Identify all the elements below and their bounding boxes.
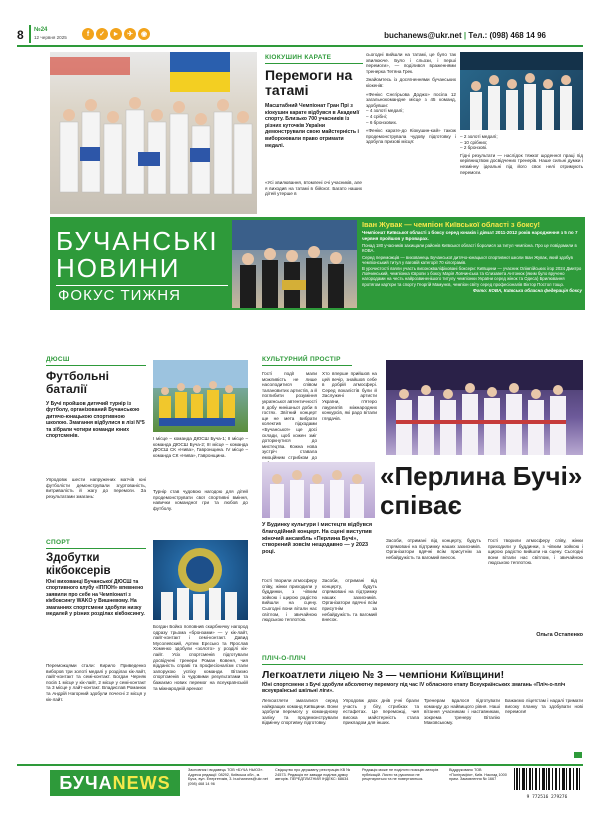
culture-lead: У Будинку культури і мистецтв відбувся благодійний концерт. На сцені виступив жіночий ансамбль «Перлина Бучі», створений зовсім нещодавно — у 2023 році. — [262, 522, 373, 556]
header-contacts: buchanews@ukr.net | Тел.: (098) 468 14 96 — [384, 31, 546, 40]
lyceum-col2: Упродовж двох днів учні брали участь у бігу, стрибках та естафетах. Це переможці, чия висока майстерність стала прикладом для інших. — [343, 698, 419, 726]
header-email[interactable]: buchanews@ukr.net — [384, 31, 462, 40]
karate-title: Перемоги на татамі — [265, 67, 353, 98]
karate-col2-paragraph: сьогодні вийшли на татамі, це було так хвилююче. Було і сльози, і перші перемоги», — поділився враженнями тренерка Тетяна Грек. — [366, 52, 456, 74]
list-item: – 4 срібні; — [366, 113, 388, 119]
culture-col1: Гості події мали можливість не лише насолодитися співом талановитих артистів, а й поглибити розуміння української автентичності в добу нинішньої доби в гостях. Звітний концерт ще не мета вибрати колектив підходами «Бучанської» ще досі склади, щоб кожен зміг доторкнутися до мистецтва. Кожна нова зустріч ставала емоційним стрибком до — [262, 371, 317, 460]
football-section-rule — [46, 365, 146, 366]
karate-col3-paragraph: Гідні результати — наслідок тяжкої щоденної праці під керівництвом досвідчених тренерів. Наше сильні думки і незмінну ідеальні під його своє нелі отримують перемоги. — [460, 152, 583, 175]
barcode-number: 9 772516 279276 — [526, 795, 568, 800]
kickbox-col2: Богдан Бойко поповнив скарбничку нагород одразу трьома «бронзами» — у кік-лайт, лайт-контакт і семі-контакт. Давид Мусолевский, Артем Ерєсько та Ярослав Хоменко здобули «золото» у розділі кік-лайт. Усіх спортсменів підготували досвідчені тренери Роман Ковеня, чия відданість справі та професіоналізм стали запорукою успіху команди. Вітаємо спортсменів із чудовими результатами та бажаємо нових перемог на всеукраїнській та міжнародній аренах! — [153, 624, 248, 691]
boxing-lead: Чемпіонат Київської області з боксу серед юнаків і дівчат 2011-2012 років народження з 5 по 7 червня пройшов у Броварах. — [362, 230, 578, 241]
issue-date: 12 червня 2025 — [34, 35, 67, 40]
culture-col4: Засоби, отримані від концерту, будуть спрямовані на підтримку наших захисників. Організатори вдячні всім присутнім за небайдужість та вагомий внесок. — [386, 538, 481, 560]
kickbox-photo — [153, 540, 248, 620]
karate-body: «Усі хвилювання, втомлені очі учасників, але я виходив на татамі в бійскої. Багато наших дітей утерше в — [265, 180, 362, 197]
karate-column-3 — [460, 134, 583, 175]
medals-list-1 — [366, 108, 456, 125]
karate-col2-paragraph: Знайомтесь із досягненнями бучанських кіокенів: — [366, 77, 456, 88]
list-item: – 2 золоті медалі; — [460, 134, 498, 139]
culture-col5: Гості творили атмосферу співу, жінки приходили у буддинки, з чіпким зойкою і щирою радістю вийшли на сцену. Сьогодні вони вітали нас світлом, і звичайною людською теплотою. — [488, 538, 583, 566]
kickbox-body: Переможцями стали: Кирило Приведенко виборов три золоті медалі у розділах кік-лайт, лайт-контакт та семі-контакт. Богдан Черняк посів 1 місце у кік-лайт, 2 місце у семі-контакт та 3 місце у лайт-контакт. Владислав Романюк та Андрій Нагорний здобули почесні 2 місця у кік-лайт. — [46, 663, 146, 702]
karate-section-label: КІОКУШИН КАРАТЕ — [265, 54, 332, 61]
list-item: – 10 срібних; — [460, 139, 488, 145]
boxing-photo-credit: Фото: КОВА, Київська обласна федерація боксу — [472, 287, 582, 293]
karate-col2-paragraph: «Фенікс карате-до Кіокушин-кай» також продемонструвала чудову підготовку і здобула призові місця: — [366, 128, 456, 145]
footer-logo[interactable] — [50, 770, 180, 796]
medals-list-2 — [460, 134, 583, 151]
culture-col2: Хто вперше прийшов на цей вечір, знайшов себе в добрій атмосфері. Серед вокалістів були й Заслужені артисти України, п'ятеро лауреатів міжнародних конкурсів, які радо вітали глядачів. — [322, 371, 377, 421]
football-photo — [153, 360, 248, 432]
culture-photo — [386, 360, 583, 455]
karate-photo — [50, 52, 257, 214]
banner-subtitle: ФОКУС ТИЖНЯ — [58, 287, 181, 304]
culture-section-rule — [262, 365, 352, 366]
lyceum-col3: Тренерам вдалося підготувати команду до найвищого рівня. Наші вітання учасникам і наставникам, зокрема тренеру Віталію Маковському. — [424, 698, 500, 726]
culture-section-label: КУЛЬТУРНИЙ ПРОСТІР — [262, 356, 341, 363]
list-item: – 4 золоті медалі; — [366, 108, 404, 114]
football-results: I місце – команда ДЮСШ Буча-1; II місце – команда ДЮСШ Буча-2; III місце – команда ДЮСШ СК «Нива», Гавронщина. IV місце – команда СК «Нива», Гавронщина. — [153, 436, 248, 458]
lyceum-lead: Юні спортсмени з Бучі здобули абсолютну перемогу під час IV обласного етапу Всеукраїнських змагань «Пліч-о-пліч всеукраїнські шкільні ліги». — [262, 682, 566, 695]
lyceum-col1: Легкоатлети змагалися серед найкращих команд Київщини. Вони здобули перемогу у командному заліку та продемонстрували відмінну спортивну підготовку. — [262, 698, 338, 726]
karate-photo-2 — [460, 52, 583, 130]
boxing-paragraph: В урочистості взяли участь висококваліфіковані боксери: Київщини — учасник Олімпійських ігор 2024 Дмитро Ловчинський, чемпіонка Європи з боксу Марія Ловчинська та Єлизавета Антонюк (яким було вручено нагородами на честь найрозвиненішого титулу чемпіонки України серед жінок та Одеса) Брилювання протягом кар'єри та спорту Георгій Мамунєв, чемпіон світу серед професіоналів Віктор Постол тощо. — [362, 266, 582, 287]
boxing-title: Іван Жувак — чемпіон Київської області з боксу! — [362, 220, 541, 229]
banner-rule — [56, 285, 228, 286]
football-col2: Турнір став чудовою нагодою для дітей продемонструвати свої спортивні вміння, навички командної гри та любов до футболу. — [153, 489, 248, 511]
banner-title — [56, 228, 219, 282]
end-mark — [574, 752, 582, 758]
culture-col3b: Засоби, отримані від концерту, будуть спрямовані на підтримку наших захисників. Організатори вдячні всім присутнім за небайдужість та вагомий внесок. — [322, 578, 377, 623]
culture-title: «Перлина Бучі» співає — [380, 461, 583, 520]
footer-publisher: Засновник і видавець ТОВ «БУЧА НЬЮЗ». Адреса редакції: 08292, Київська обл., м. Буча, вул. Енергетиків, 3. buchanews@ukr.net (098) 468 14 96 — [188, 768, 268, 787]
banner-title-line2: НОВИНИ — [56, 253, 181, 283]
culture-photo-2 — [262, 462, 375, 518]
page-number: 8 — [17, 28, 24, 42]
footer-logo-part-a: БУЧА — [59, 772, 113, 793]
footer-registration: Свідоцтво про державну реєстрацію КВ № 24573. Редакція не завжди поділяє думку авторів. ПЕРЕДПЛАТНИЙ ІНДЕКС: 68634 — [275, 768, 351, 782]
barcode — [512, 768, 582, 800]
boxing-article — [362, 220, 582, 293]
footer-printing: Віддруковано ТОВ «Поліграфія», Київ. Наклад 1000 прим. Замовлення № 1667 — [449, 768, 507, 782]
football-section-label: ДЮСШ — [46, 356, 70, 363]
lyceum-section-rule — [262, 664, 583, 665]
karate-section-rule — [265, 63, 363, 64]
header-phone[interactable]: Тел.: (098) 468 14 96 — [468, 31, 546, 40]
lyceum-col4: Бажаємо ліцеїстам і надалі тримати високу планку та здобувати нові перемоги! — [505, 698, 583, 715]
boxing-photo — [232, 220, 357, 308]
viber-icon[interactable]: ✓ — [96, 28, 108, 40]
lyceum-title: Легкоатлети ліцею № 3 — чемпіони Київщини! — [262, 669, 505, 681]
football-lead: У Бучі пройшов дитячий турнір із футболу, організований Бучанською дитячо-юнацькою спортивною школою. Змагання відбулися в лізі N°5 та зібрали чотири команди юних спортсменів. — [46, 401, 145, 440]
list-item: – 6 бронзових. — [366, 119, 398, 125]
header-rule — [17, 45, 583, 47]
football-body: Упродовж шести напружених матчів юні футболісти демонстрували згуртованість, витривалість й жагу до перемоги. За результатами змагань: — [46, 477, 146, 499]
karate-col2-paragraph: «Фенікс Снєгірьова Доджо» посіла 12 загальнокомандне місце з 45 команд, здобувши: — [366, 91, 456, 108]
banner-title-line1: БУЧАНСЬКІ — [56, 226, 219, 256]
boxing-paragraph: Понад 180 учасників захищали районів Київської області боролися за титул чемпіона. Про це повідомили в КОВА. — [362, 243, 577, 254]
kickbox-lead: Юні вихованці Бучанської ДЮСШ та спортивного клубу «ІППОН» впевнено заявили про себе на Чемпіонаті з кікбоксингу WAKO у Вишневому. На змаганнях спортсмени здобули низку медалей у різних розділах кікбоксингу. — [46, 579, 145, 618]
football-title: Футбольні баталії — [46, 369, 109, 396]
list-item: – 2 бронзові. — [460, 145, 488, 151]
culture-author: Ольга Остапенко — [536, 632, 583, 638]
kickbox-section-label: СПОРТ — [46, 539, 71, 546]
facebook-icon[interactable]: f — [82, 28, 94, 40]
kickbox-section-rule — [46, 548, 146, 549]
footer-rule — [17, 764, 583, 766]
lyceum-section-label: ПЛІЧ-О-ПЛІЧ — [262, 655, 306, 662]
karate-lead: Масштабний Чемпіонат Гран Прі з кіокушин карате відбувся в Академії спорту. Близько 700 учасників із різних куточків України демонстрували свою майстерність і вибороювали право отримати медалі. — [265, 103, 360, 149]
boxing-paragraph: Серед переможців — вихованець Бучанської дитячо-юнацької спортивної школи Іван Жувак, який здобув чемпіонський титул у ваговій категорії 70 кілограмів. — [362, 254, 573, 265]
karate-column-2 — [366, 52, 456, 145]
telegram-icon[interactable]: ✈ — [124, 28, 136, 40]
issue-number: №24 — [34, 27, 48, 33]
footer-disclaimer: Редакція може не поділяти позицію авторів публікацій. Листи та рукописи не рецензуються та не повертаються. — [362, 768, 439, 782]
culture-col3: Гості творили атмосферу співу, жінки приходили у буддинки, з чіпким зойкою і щирою радістю вийшли на сцену. Сьогодні вони вітали нас світлом, і звичайною людською теплотою. — [262, 578, 317, 623]
footer-logo-part-b: NEWS — [112, 772, 171, 793]
instagram-icon[interactable]: ◉ — [138, 28, 150, 40]
barcode-bars — [512, 768, 582, 790]
youtube-icon[interactable]: ► — [110, 28, 122, 40]
header-divider — [29, 25, 31, 43]
kickbox-title: Здобутки кікбоксерів — [46, 552, 111, 577]
